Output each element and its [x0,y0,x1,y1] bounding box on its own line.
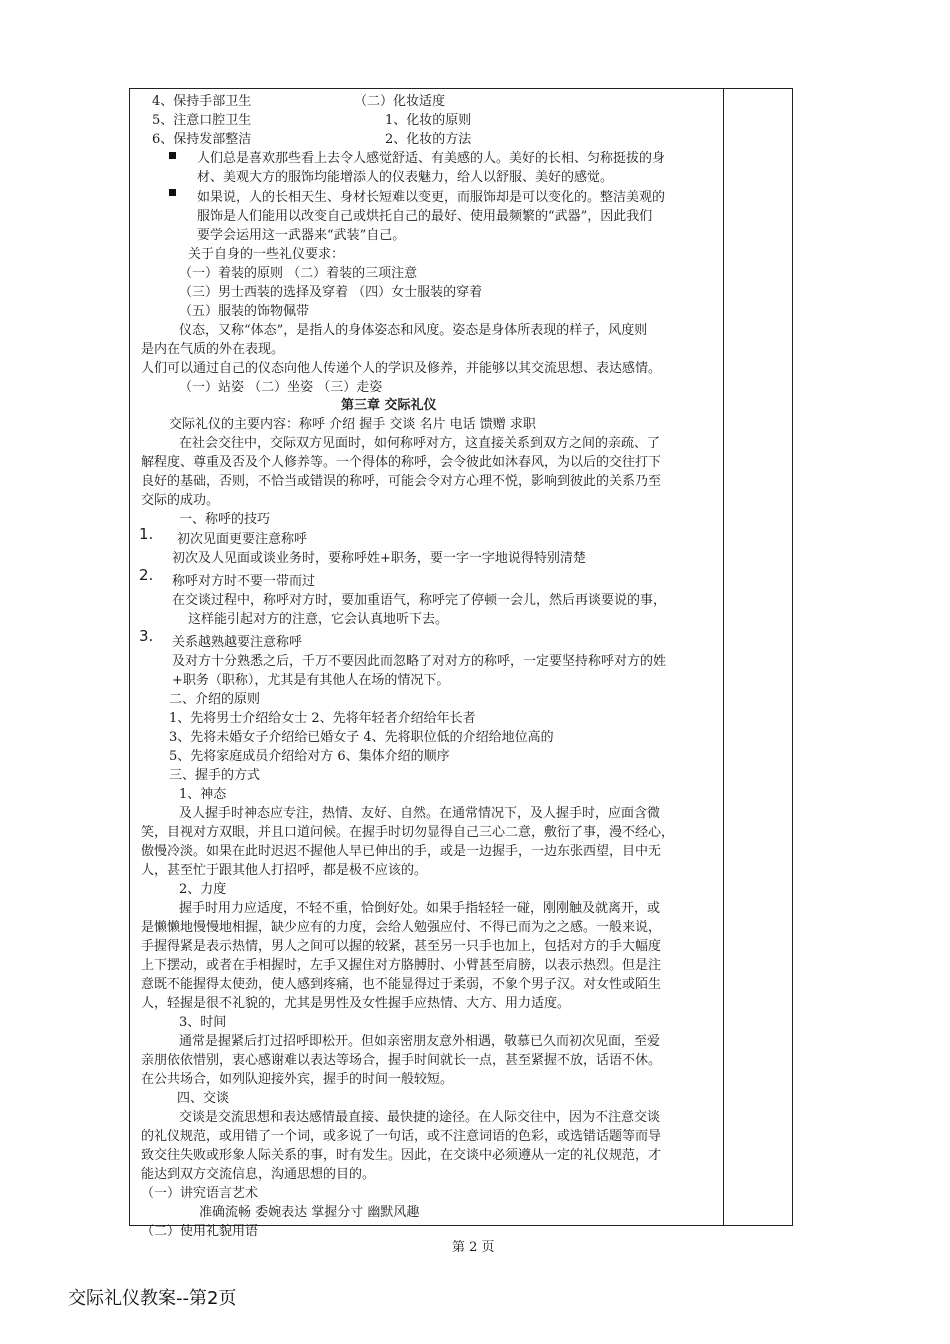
text-line: 4、保持手部卫生 [152,94,252,109]
text-line: （五）服装的饰物佩带 [179,304,310,319]
text-line: 手握得紧是表示热情，男人之间可以握的较紧，甚至另一只手也加上，包括对方的手大幅度 [141,939,662,954]
text-line: 交谈是交流思想和表达感情最直接、最快捷的途径。在人际交往中，因为不注意交谈 [179,1110,661,1125]
section-heading: 四、交谈 [177,1091,230,1106]
table-column-divider [723,88,724,1226]
text-line: 在交谈过程中，称呼对方时，要加重语气，称呼完了停顿一会儿，然后再谈要说的事， [172,593,667,608]
section-heading: 一、称呼的技巧 [179,512,271,527]
text-line: 3、先将未婚女子介绍给已婚女子 4、先将职位低的介绍给地位高的 [169,730,554,745]
text-line: 是内在气质的外在表现。 [141,342,285,357]
text-line: 能达到双方交流信息，沟通思想的目的。 [141,1167,376,1182]
text-line: 人，甚至忙于跟其他人打招呼，都是极不应该的。 [141,863,428,878]
text-line: 这样能引起对方的注意，它会认真地听下去。 [188,612,449,627]
text-line: 关系越熟越要注意称呼 [172,635,303,650]
text-line: 交际的成功。 [141,493,220,508]
text-line: 笑，目视对方双眼，并且口道问候。在握手时切勿显得自己三心二意，敷衍了事，漫不经心， [141,825,675,840]
text-line: 初次及人见面或谈业务时，要称呼姓+职务，要一字一字地说得特别清楚 [172,551,586,566]
text-line: 6、保持发部整洁 [152,132,252,147]
text-line: 2、力度 [179,882,227,897]
text-line: 材、美观大方的服饰均能增添人的仪表魅力，给人以舒服、美好的感觉。 [197,170,614,185]
text-line: 服饰是人们能用以改变自己或烘托自己的最好、使用最频繁的“武器”，因此我们 [197,209,653,224]
text-line: （二）使用礼貌用语 [141,1224,259,1239]
text-line: 1、化妆的原则 [385,113,472,128]
text-line: 关于自身的一些礼仪要求： [188,247,345,262]
section-heading: 二、介绍的原则 [169,692,261,707]
text-line: 亲朋依依惜别，衷心感谢难以表达等场合，握手时间就长一点，甚至紧握不放，话语不休。 [141,1053,662,1068]
text-line: 及人握手时神态应专注，热情、友好、自然。在通常情况下，及人握手时，应面含微 [179,806,661,821]
bullet-icon [169,152,176,159]
text-line: 1、先将男士介绍给女士 2、先将年轻者介绍给年长者 [169,711,476,726]
section-heading: 三、握手的方式 [169,768,261,783]
text-line: 5、注意口腔卫生 [152,113,252,128]
list-number: 1. [139,525,154,543]
text-line: 上下摆动，或者在手相握时，左手又握住对方胳膊肘、小臂甚至肩膀，以表示热烈。但是注 [141,958,662,973]
text-line: 1、神态 [179,787,227,802]
text-line: 准确流畅 委婉表达 掌握分寸 幽默风趣 [199,1205,420,1220]
list-number: 2. [139,566,154,584]
text-line: 人们总是喜欢那些看上去令人感觉舒适、有美感的人。美好的长相、匀称挺拔的身 [197,151,666,166]
list-number: 3. [139,627,154,645]
text-line: 意既不能握得太使劲，使人感到疼痛，也不能显得过于柔弱，不象个男子汉。对女性或陌生 [141,977,662,992]
text-line: 要学会运用这一武器来“武装”自己。 [197,228,406,243]
text-line: 如果说，人的长相天生、身材长短难以变更，而服饰却是可以变化的。整洁美观的 [197,190,666,205]
text-line: 的礼仪规范，或用错了一个词，或多说了一句话，或不注意词语的色彩，或选错话题等而导 [141,1129,662,1144]
text-line: 解程度、尊重及否及个人修养等。一个得体的称呼，会令彼此如沐春风，为以后的交往打下 [141,455,662,470]
text-line: 交际礼仪的主要内容：称呼 介绍 握手 交谈 名片 电话 馈赠 求职 [169,417,536,432]
text-line: 傲慢冷淡。如果在此时迟迟不握他人早已伸出的手，或是一边握手，一边东张西望，目中无 [141,844,662,859]
text-line: 在公共场合，如列队迎接外宾，握手的时间一般较短。 [141,1072,454,1087]
text-line: （三）男士西装的选择及穿着 （四）女士服装的穿着 [179,285,483,300]
text-line: 致交往失败或形象人际关系的事，时有发生。因此，在交谈中必须遵从一定的礼仪规范，才 [141,1148,662,1163]
document-caption: 交际礼仪教案--第2页 [68,1288,237,1309]
text-line: （一）着装的原则 （二）着装的三项注意 [179,266,418,281]
text-line: +职务（职称），尤其是有其他人在场的情况下。 [172,673,450,688]
bullet-icon [169,189,176,196]
text-line: 初次见面更要注意称呼 [177,532,308,547]
text-line: 通常是握紧后打过招呼即松开。但如亲密朋友意外相遇，敬慕已久而初次见面，至爱 [179,1034,661,1049]
text-line: 5、先将家庭成员介绍给对方 6、集体介绍的顺序 [169,749,450,764]
text-line: 3、时间 [179,1015,227,1030]
text-line: 在社会交往中，交际双方见面时，如何称呼对方，这直接关系到双方之间的亲疏、了 [179,436,661,451]
text-line: （二）化妆适度 [354,94,446,109]
text-line: 人，轻握是很不礼貌的，尤其是男性及女性握手应热情、大方、用力适度。 [141,996,571,1011]
text-line: 人们可以通过自己的仪态向他人传递个人的学识及修养，并能够以其交流思想、表达感情。 [141,361,662,376]
chapter-title: 第三章 交际礼仪 [341,398,437,413]
text-line: 仪态，又称“体态”，是指人的身体姿态和风度。姿态是身体所表现的样子，风度则 [179,323,648,338]
text-line: 2、化妆的方法 [385,132,472,147]
text-line: 是懒懒地慢慢地相握，缺少应有的力度，会给人勉强应付、不得已而为之之感。一般来说， [141,920,662,935]
page-number: 第 2 页 [452,1240,495,1255]
text-line: 及对方十分熟悉之后，千万不要因此而忽略了对对方的称呼，一定要坚持称呼对方的姓 [172,654,667,669]
text-line: （一）站姿 （二）坐姿 （三）走姿 [179,380,383,395]
text-line: 握手时用力应适度，不轻不重，恰倒好处。如果手指轻轻一碰，刚刚触及就离开，或 [179,901,661,916]
text-line: 称呼对方时不要一带而过 [172,574,316,589]
text-line: （一）讲究语言艺术 [141,1186,259,1201]
text-line: 良好的基础，否则，不恰当或错误的称呼，可能会令对方心理不悦，影响到彼此的关系乃至 [141,474,662,489]
